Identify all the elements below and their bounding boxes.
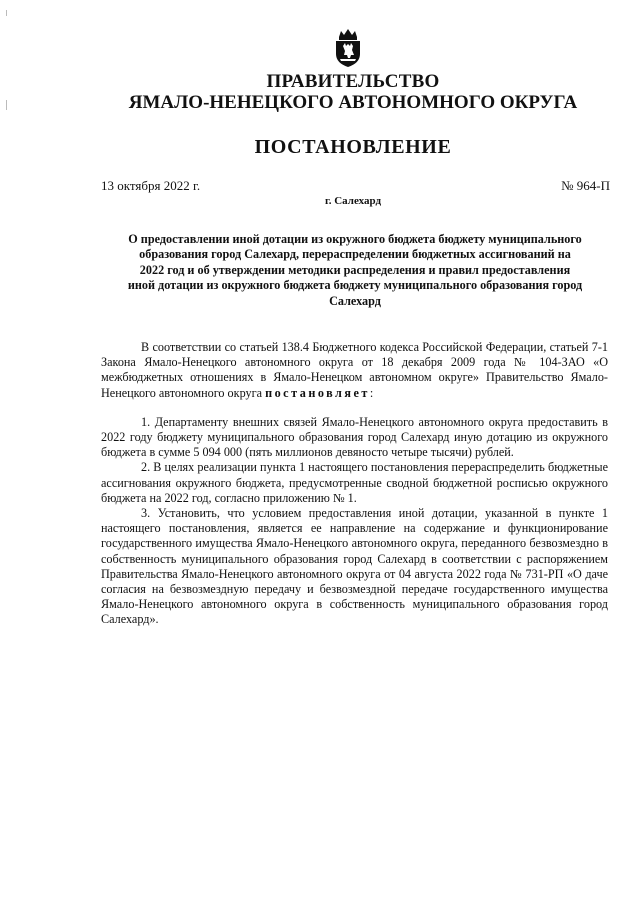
region-heading: ЯМАЛО-НЕНЕЦКОГО АВТОНОМНОГО ОКРУГА [128, 92, 578, 113]
decree-item-1: 1. Департаменту внешних связей Ямало-Ненецкого автономного округа предоставить в 2022 году бюджету муниципального образования город Салехард иную дотацию из окружного бюджета в сумме 5 094 000 (пять миллионов девяносто четыре тысячи) рублей. [101, 414, 608, 460]
document-type-heading: ПОСТАНОВЛЕНИЕ [254, 136, 452, 158]
government-heading: ПРАВИТЕЛЬСТВО [266, 71, 440, 92]
decree-word: постановляет [265, 385, 370, 400]
document-number: № 964-П [561, 178, 610, 193]
decree-item-2: 2. В целях реализации пункта 1 настоящего постановления перераспределить бюджетные ассигнования окружного бюджета, предусмотренные сводной бюджетной росписью окружного бюджета на 2022 год, согласно приложению № 1. [101, 460, 608, 505]
document-title: О предоставлении иной дотации из окружного бюджета бюджету муниципального образования город Салехард, перераспределении бюджетных ассигнований на 2022 год и об утверждении методики распределения и правил предоставления иной дотации из окружного бюджета бюджету муниципального образования город Салехард [127, 232, 583, 308]
document-body [101, 340, 608, 628]
preamble-paragraph [101, 340, 608, 401]
preamble-text: В соответствии со статьей 138.4 Бюджетного кодекса Российской Федерации, статьей 7-1 Закона Ямало-Ненецкого автономного округа от 18 декабря 2009 года № 104-ЗАО «О межбюджетных отношениях в Ямало-Ненецком автономном округе» Правительство Ямало-Ненецкого автономного округа [101, 340, 608, 400]
decree-item-3: 3. Установить, что условием предоставления иной дотации, указанной в пункте 1 настоящего постановления, является ее направление на содержание и функционирование государственного имущества Ямало-Ненецкого автономного округа, переданного безвозмездно в собственность муниципального образования город Салехард в соответствии с распоряжением Правительства Ямало-Ненецкого автономного округа от 04 августа 2022 года № 731-РП «О даче согласия на безвозмездную передачу и безвозмездной передаче государственного имущества Ямало-Ненецкого автономного округа в собственность муниципального образования город Салехард». [101, 506, 608, 627]
scan-artifact [6, 10, 7, 16]
document-city: г. Салехард [324, 195, 382, 207]
yanao-coat-of-arms-icon [331, 28, 365, 68]
document-date: 13 октября 2022 г. [101, 178, 201, 193]
decree-colon: : [369, 385, 374, 400]
